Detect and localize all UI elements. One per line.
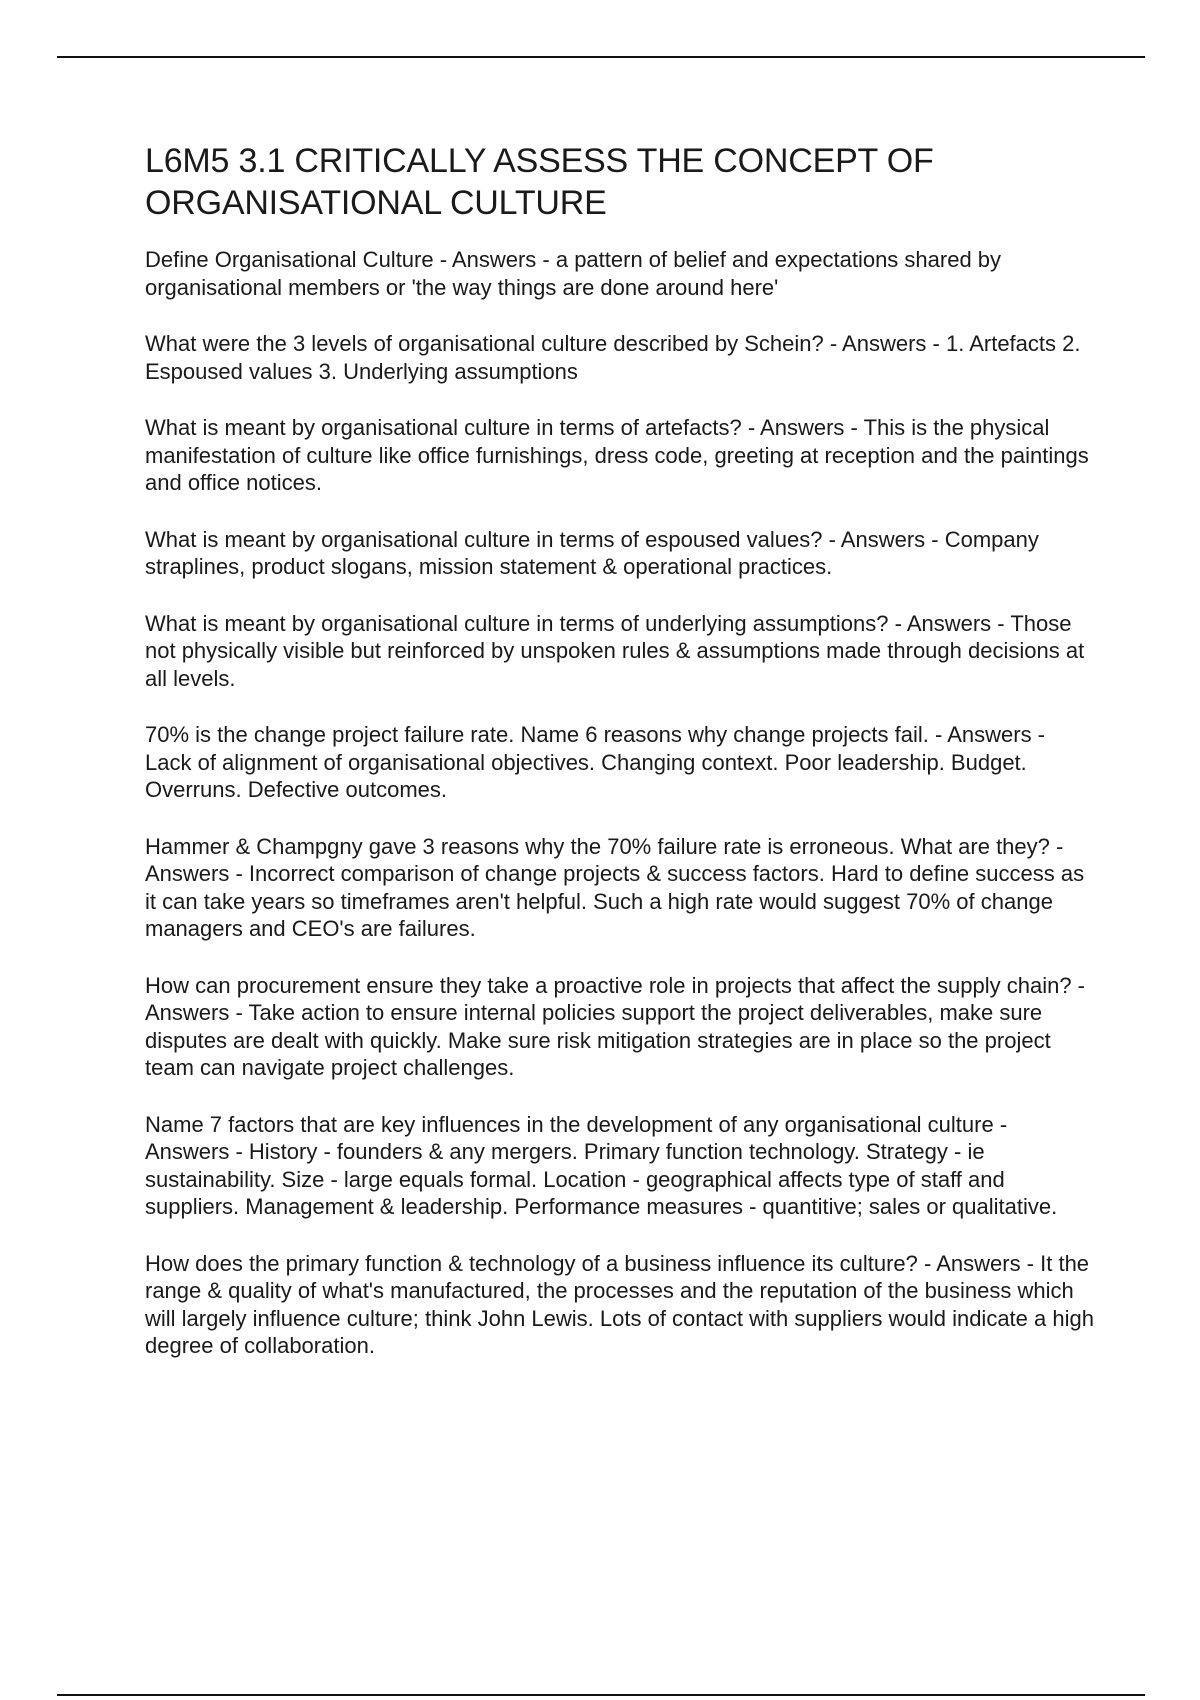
qa-item-underlying-assumptions: What is meant by organisational culture in terms of underlying assumptions? - Answers - Those not physically visible but reinforced by unspoken rules & assumptions made through decisions at all levels. xyxy=(145,610,1085,691)
page-title: L6M5 3.1 CRITICALLY ASSESS THE CONCEPT OF ORGANISATIONAL CULTURE xyxy=(145,142,934,222)
qa-item-define-culture: Define Organisational Culture - Answers - a pattern of belief and expectations shared by organisational members or 'the way things are done around here' xyxy=(145,247,1002,300)
qa-item-artefacts: What is meant by organisational culture in terms of artefacts? - Answers - This is the physical manifestation of culture like office furnishings, dress code, greeting at reception and the paintings and office notices. xyxy=(145,415,1089,495)
qa-item-hammer-champgny: Hammer & Champgny gave 3 reasons why the 70% failure rate is erroneous. What are they? - Answers - Incorrect comparison of change projects & success factors. Hard to define success as it can take years so timeframes aren't helpful. Such a high rate would suggest 70% of change managers and CEO's are failures. xyxy=(145,833,1085,941)
qa-item-schein-levels: What were the 3 levels of organisational culture described by Schein? - Answers - 1. Artefacts 2. Espoused values 3. Underlying assumptions xyxy=(145,331,1081,384)
bottom-divider xyxy=(57,1694,1145,1696)
qa-item-failure-reasons: 70% is the change project failure rate. Name 6 reasons why change projects fail. - Answers - Lack of alignment of organisational objectives. Changing context. Poor leadership. Budget. Overruns. Defective outcomes. xyxy=(145,722,1046,802)
qa-list xyxy=(145,246,1095,1360)
qa-item-procurement-role: How can procurement ensure they take a proactive role in projects that affect the supply chain? - Answers - Take action to ensure internal policies support the project deliverables, make sure disputes are dealt with quickly. Make sure risk mitigation strategies are in place so the project team can navigate project challenges. xyxy=(145,972,1085,1080)
top-divider xyxy=(57,56,1145,58)
qa-item-espoused-values: What is meant by organisational culture in terms of espoused values? - Answers - Company straplines, product slogans, mission statement & operational practices. xyxy=(145,526,1039,579)
document-body xyxy=(145,140,1095,1389)
qa-item-primary-function: How does the primary function & technology of a business influence its culture? - Answers - It the range & quality of what's manufactured, the processes and the reputation of the business which will largely influence culture; think John Lewis. Lots of contact with suppliers would indicate a high degree of collaboration. xyxy=(145,1250,1094,1358)
qa-item-seven-factors: Name 7 factors that are key influences in the development of any organisational culture - Answers - History - founders & any mergers. Primary function technology. Strategy - ie sustainability. Size - large equals formal. Location - geographical affects type of staff and suppliers. Management & leadership. Performance measures - quantitive; sales or qualitative. xyxy=(145,1111,1058,1219)
